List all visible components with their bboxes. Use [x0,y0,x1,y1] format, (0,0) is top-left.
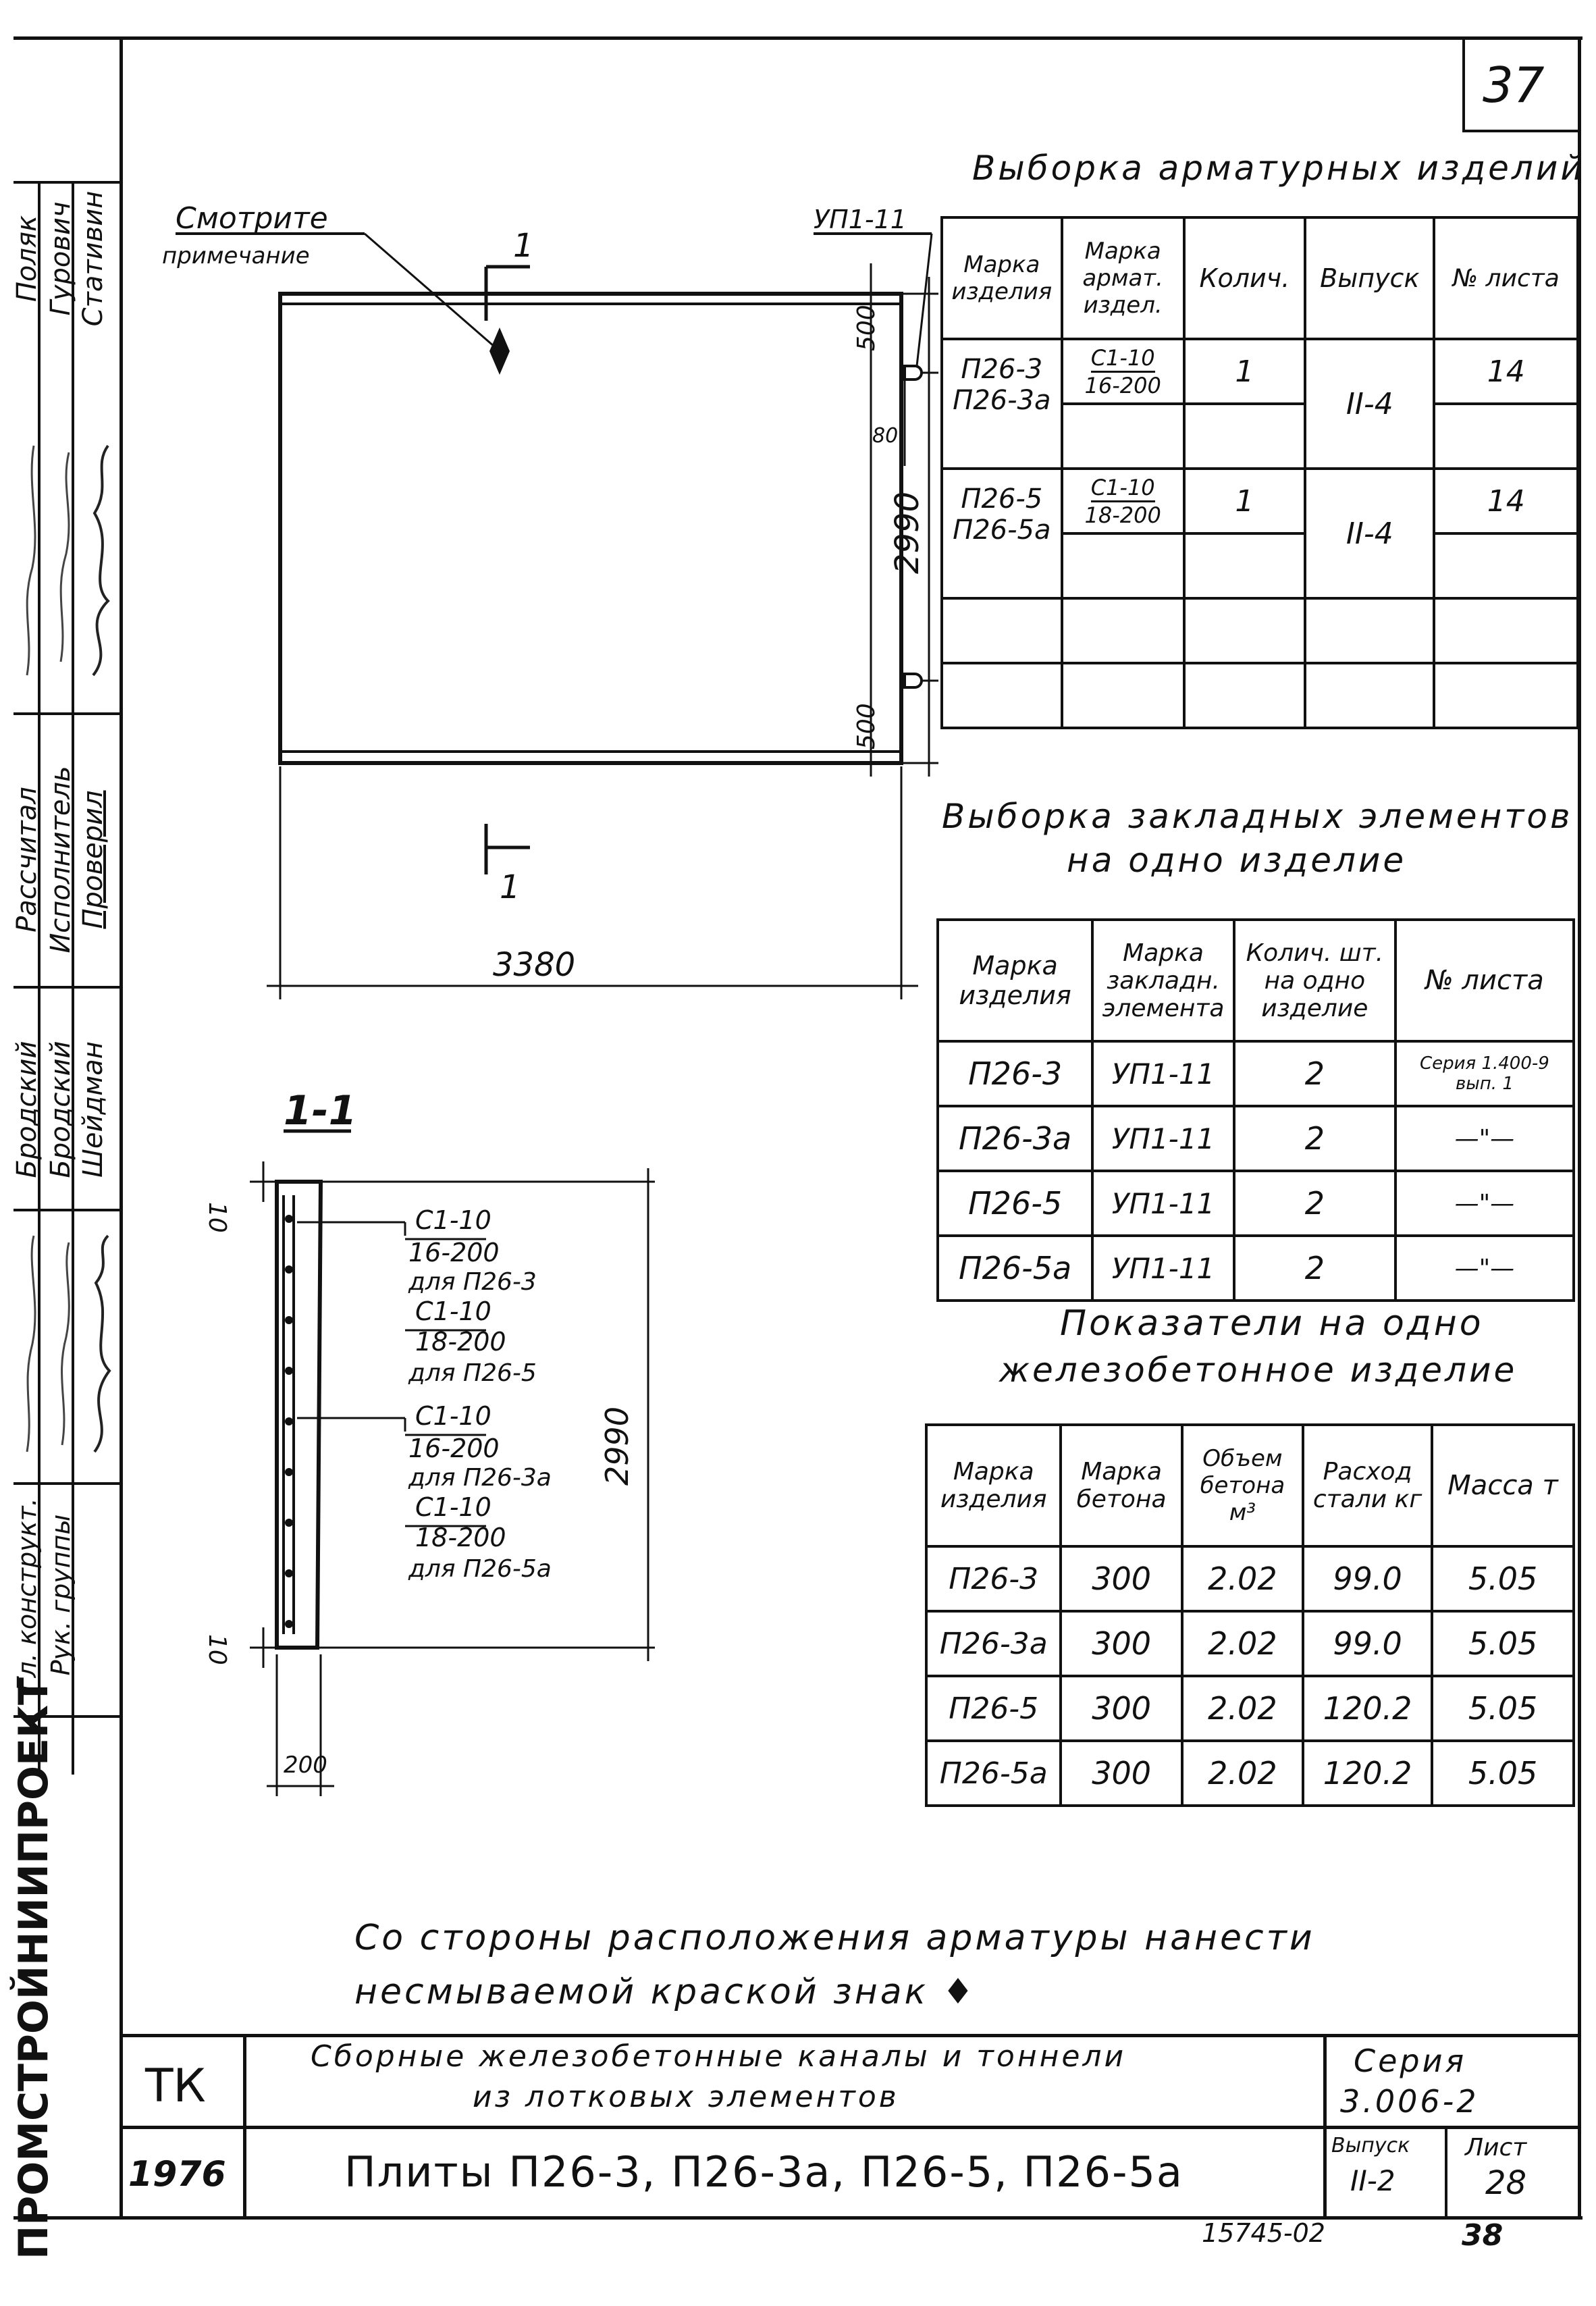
section-label-9: для П26-3а [408,1464,552,1492]
table3-title-2: железобетонное изделие [999,1351,1518,1390]
table3-header-2: Марка бетона [1061,1425,1181,1546]
table-row [938,1171,1574,1236]
rebar-dot-6 [285,1468,293,1476]
table1-cell-empty-4 [1062,533,1184,598]
table1-title: Выборка арматурных изделий [972,149,1585,188]
diamond-marker [489,327,510,375]
section-dim-200: 200 [284,1752,327,1779]
table2-cell: П26-3а [938,1106,1092,1171]
tb-title-1: Сборные железобетонные каналы и тоннели [311,2039,1127,2074]
section-dim-10-bottom-label: 10 [203,1634,231,1665]
table3-cell: П26-3а [926,1611,1061,1676]
section-label-7: С1-10 [415,1401,491,1431]
tb-issue: II-2 [1350,2164,1395,2197]
table1 [940,216,1579,729]
table2-cell: —"— [1395,1236,1574,1301]
section-title: 1-1 [284,1094,357,1134]
table1-cell-e5 [1434,598,1578,663]
embed-top [905,366,922,379]
table1-sheet: 14 [1434,469,1578,533]
table1-header-2: Марка армат. издел. [1062,217,1184,339]
page-number-box-bottom [1462,130,1581,132]
section-view-drawing [182,1094,722,1810]
table3-cell: 2.02 [1182,1546,1303,1611]
dim-3380: 3380 [493,946,576,984]
sidebar-role-4: Исполнитель [45,766,76,953]
table3-header-3: Объем бетона м³ [1182,1425,1303,1546]
tb-drawing: Плиты П26-3, П26-3а, П26-5, П26-5а [344,2147,1183,2197]
table3-cell: 300 [1061,1546,1181,1611]
page-number-box-left [1462,36,1465,131]
tb-v2 [1323,2034,1327,2218]
table2-cell: УП1-11 [1092,1106,1234,1171]
table1-cell-empty-6 [1434,533,1578,598]
table1-cell-e1 [942,598,1062,663]
table3-cell: 2.02 [1182,1611,1303,1676]
frame-top [14,36,1582,40]
footer-num: 38 [1462,2218,1504,2253]
table3-header-1: Марка изделия [926,1425,1061,1546]
dim-2990: 2990 [888,491,926,574]
table2-cell: 2 [1234,1236,1395,1301]
frame-bottom [14,2216,1582,2220]
table2-cell: П26-5а [938,1236,1092,1301]
table2-header-4: № листа [1395,920,1574,1041]
tb-sheet-label: Лист [1465,2134,1527,2161]
section-label-4: С1-10 [415,1296,491,1326]
table1-header-3: Колич. [1184,217,1305,339]
table1-cell-empty-1 [1062,404,1184,469]
table1-cell-mark-1 [942,339,1062,469]
note-line-2: несмываемой краской знак ♦ [354,1972,977,2012]
rebar-dot-3 [285,1316,293,1324]
table1-cell-empty-3 [1434,404,1578,469]
section-label-10: С1-10 [415,1492,491,1522]
table1-header-1: Марка изделия [942,217,1062,339]
table2-title-1: Выборка закладных элементов [942,797,1573,836]
table2-cell: —"— [1395,1171,1574,1236]
table1-mark2: П26-3а [953,385,1051,416]
sidebar-role-1: Гл. конструкт. [12,1498,42,1692]
table3-cell: 99.0 [1303,1611,1432,1676]
rebar-dot-4 [285,1367,293,1375]
table1-cell-e6 [942,663,1062,728]
section-label-6: для П26-5 [408,1359,537,1387]
table3-cell: 300 [1061,1741,1181,1806]
table1-issue: II-4 [1305,339,1434,469]
tb-sheet: 28 [1485,2164,1527,2202]
table1-cell-e4 [1305,598,1434,663]
section-label-12: для П26-5а [408,1555,552,1583]
signatures-top [14,432,122,689]
tb-series: 3.006-2 [1340,2083,1479,2120]
table-row [942,469,1578,533]
table1-sheet: 14 [1434,339,1578,404]
section-label-2: 16-200 [408,1238,500,1267]
section-dim-2990: 2990 [599,1406,635,1486]
sidebar-role-5: Проверил [78,790,109,929]
table3-cell: 5.05 [1432,1676,1574,1741]
table2-cell: УП1-11 [1092,1171,1234,1236]
table3-cell: 300 [1061,1611,1181,1676]
table1-mark: П26-3 [961,354,1043,385]
table3-header-5: Масса т [1432,1425,1574,1546]
table3-cell: 300 [1061,1676,1181,1741]
table1-header-4: Выпуск [1305,217,1434,339]
table-row [926,1741,1574,1806]
table1-mark2: П26-5а [953,515,1051,546]
table3-cell: 120.2 [1303,1676,1432,1741]
plan-view-drawing [122,189,938,1013]
tb-year: 1976 [128,2154,226,2195]
section-mark-top: 1 [513,227,534,265]
table1-cell-rebar-1 [1062,339,1184,404]
table2-cell: 2 [1234,1041,1395,1106]
table3-cell: П26-3 [926,1546,1061,1611]
embed-bottom [905,674,922,687]
table1-row-empty-1 [942,598,1578,663]
rebar-dot-7 [285,1519,293,1527]
tb-code: ТК [145,2060,206,2113]
tb-issue-label: Выпуск [1331,2134,1410,2157]
sidebar-role-2: Рук. группы [46,1514,76,1676]
slab-outline [280,294,901,763]
table1-mark: П26-5 [961,483,1043,515]
table3-cell: 2.02 [1182,1676,1303,1741]
table-row [926,1676,1574,1741]
table1-header-5: № листа [1434,217,1578,339]
sidebar-org: ПРОМСТРОЙНИИПРОЕКТ [10,1677,57,2259]
tb-v3 [1445,2127,1447,2218]
table-row [938,1106,1574,1171]
table3-cell: 5.05 [1432,1741,1574,1806]
table2-title-2: на одно изделие [1067,841,1407,880]
table2-cell: —"— [1395,1106,1574,1171]
table3-cell: П26-5а [926,1741,1061,1806]
table3-cell: 120.2 [1303,1741,1432,1806]
table1-cell-e7 [1062,663,1184,728]
section-dim-10-top-label: 10 [203,1202,231,1233]
table3-cell: 5.05 [1432,1546,1574,1611]
table3-title-1: Показатели на одно [1060,1303,1484,1344]
table2-cell: Серия 1.400-9 вып. 1 [1395,1041,1574,1106]
table1-cell-empty-5 [1184,533,1305,598]
table1-cell-e9 [1305,663,1434,728]
sidebar-name-3: Шейдман [78,1041,109,1178]
table2 [936,918,1575,1302]
sidebar-name-1: Бродский [11,1041,43,1178]
tb-series-label: Серия [1354,2043,1467,2079]
table2-header-1: Марка изделия [938,920,1092,1041]
sidebar-sep-4 [14,1482,122,1485]
table1-cell-empty-2 [1184,404,1305,469]
sidebar-sep-2 [14,986,122,989]
rebar-dot-2 [285,1265,293,1274]
footer-inv: 15745-02 [1202,2218,1325,2248]
embed-label: УП1-11 [814,205,907,234]
table2-cell: УП1-11 [1092,1236,1234,1301]
sidebar-name-5: Гурович [45,201,76,316]
section-label-8: 16-200 [408,1434,500,1463]
table1-cell-e8 [1184,663,1305,728]
rebar-dot-9 [285,1620,293,1628]
table1-den: 16-200 [1084,372,1161,398]
section-label-3: для П26-3 [408,1268,537,1296]
table-row [938,1041,1574,1106]
page-number: 37 [1483,57,1545,113]
note-line-1: Со стороны расположения арматуры нанести [354,1918,1315,1958]
table2-cell: П26-5 [938,1171,1092,1236]
table1-cell-e2 [1062,598,1184,663]
table3-header-4: Расход стали кг [1303,1425,1432,1546]
sidebar-sep-1 [14,712,122,715]
table3-cell: 2.02 [1182,1741,1303,1806]
sidebar-name-6: Стативин [78,190,109,327]
table3-cell: 5.05 [1432,1611,1574,1676]
table2-cell: 2 [1234,1171,1395,1236]
sidebar-name-4: Поляк [11,215,43,303]
table3 [925,1423,1575,1807]
note-label-1: Смотрите [176,201,328,236]
rebar-dot-1 [285,1215,293,1223]
section-mark-bottom: 1 [500,868,521,906]
table2-cell: П26-3 [938,1041,1092,1106]
rebar-dot-5 [285,1417,293,1425]
dim-500-top: 500 [853,305,880,351]
tb-mid [122,2126,1581,2129]
table1-cell-rebar-2 [1062,469,1184,533]
table3-cell: П26-5 [926,1676,1061,1741]
table1-qty: 1 [1184,469,1305,533]
table1-num: С1-10 [1091,345,1155,373]
rebar-dot-8 [285,1569,293,1577]
table1-qty: 1 [1184,339,1305,404]
table2-cell: 2 [1234,1106,1395,1171]
tb-top [122,2034,1581,2037]
table-row [938,1236,1574,1301]
table1-cell-e3 [1184,598,1305,663]
table3-cell: 99.0 [1303,1546,1432,1611]
table1-issue: II-4 [1305,469,1434,598]
signatures-bottom [14,1222,122,1465]
table-row [926,1546,1574,1611]
tb-v1 [243,2034,246,2218]
table2-header-3: Колич. шт. на одно изделие [1234,920,1395,1041]
section-label-1: С1-10 [415,1205,491,1235]
dim-500-bottom: 500 [853,703,880,750]
section-label-11: 18-200 [415,1523,506,1552]
sidebar-name-2: Бродский [45,1041,76,1178]
tb-title-2: из лотковых элементов [473,2080,899,2114]
table1-row-empty-2 [942,663,1578,728]
table-row [926,1611,1574,1676]
sidebar-role-3: Рассчитал [11,787,43,933]
table2-header-2: Марка закладн. элемента [1092,920,1234,1041]
table1-cell-mark-2 [942,469,1062,598]
table1-cell-e10 [1434,663,1578,728]
dim-80: 80 [872,424,899,448]
table1-num: С1-10 [1091,475,1155,502]
note-label-2: примечание [162,242,310,269]
table2-cell: УП1-11 [1092,1041,1234,1106]
section-label-5: 18-200 [415,1327,506,1357]
table-row [942,339,1578,404]
table1-den: 18-200 [1084,502,1161,528]
